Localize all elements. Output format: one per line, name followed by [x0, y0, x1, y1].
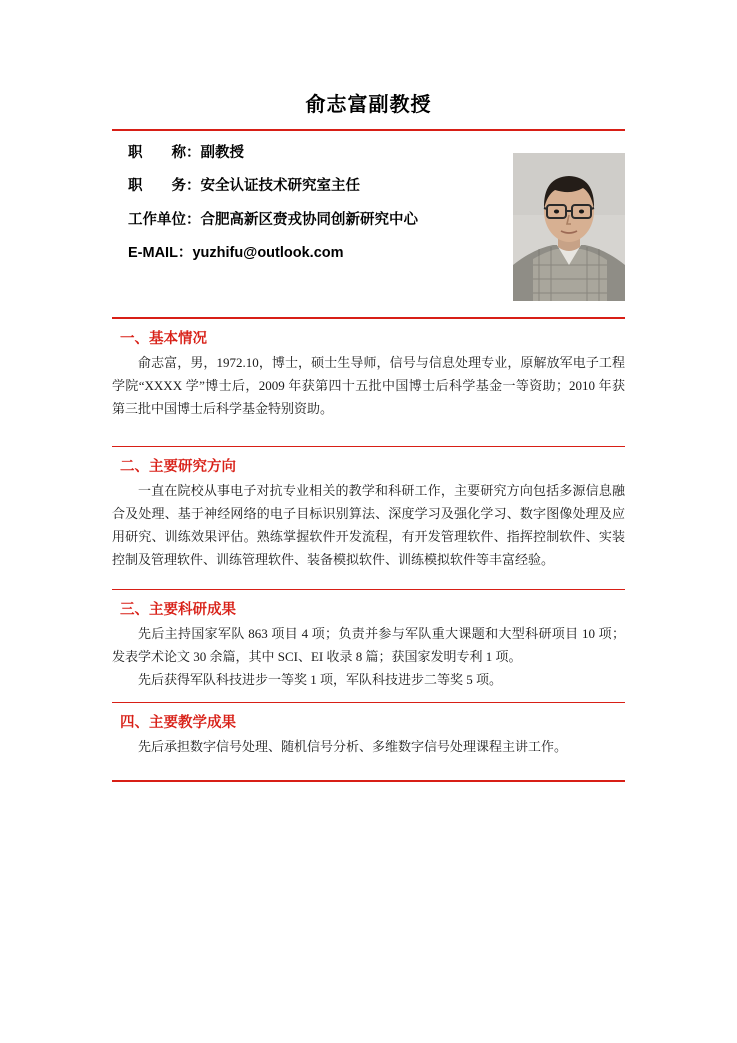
section-divider — [112, 589, 625, 590]
section-body — [112, 352, 625, 420]
field-title-label: 职 称： — [128, 145, 201, 161]
section-divider — [112, 702, 625, 703]
field-email-value[interactable]: yuzhifu@outlook.com — [192, 245, 344, 262]
profile-photo — [513, 153, 625, 301]
profile-header — [112, 131, 625, 305]
section-divider — [112, 446, 625, 447]
paragraph: 先后获得军队科技进步一等奖 1 项，军队科技进步二等奖 5 项。 — [138, 671, 503, 687]
paragraph: 先后承担数字信号处理、随机信号分析、多维数字信号处理课程主讲工作。 — [138, 738, 568, 754]
section-body — [112, 623, 625, 691]
field-employer-label: 工作单位： — [128, 211, 201, 228]
field-position-row — [112, 178, 507, 195]
page-title: 俞志富副教授 — [305, 94, 432, 116]
field-email-label: E-MAIL： — [128, 245, 193, 262]
spacer — [112, 692, 625, 702]
header-divider — [112, 317, 625, 319]
profile-fields — [112, 145, 507, 263]
section-heading: 三、主要科研成果 — [120, 602, 236, 619]
portrait-illustration — [513, 153, 625, 301]
spacer — [112, 571, 625, 589]
field-employer-row — [112, 212, 507, 229]
section-teaching-achievements — [112, 711, 625, 783]
spacer — [112, 420, 625, 446]
footer-divider — [112, 780, 625, 782]
field-position-value: 安全认证技术研究室主任 — [200, 178, 360, 195]
section-heading: 四、主要教学成果 — [120, 714, 236, 731]
field-position-label: 职 务： — [128, 178, 201, 195]
spacer — [112, 758, 625, 768]
section-body — [112, 480, 625, 571]
section-heading: 一、基本情况 — [120, 331, 207, 347]
section-research-areas — [112, 455, 625, 590]
paragraph: 先后主持国家军队 863 项目 4 项；负责并参与军队重大课题和大型科研项目 10 项；发表学术论文 30 余篇，其中 SCI、EI 收录 8 篇；获国家发明专利 1 项。 — [112, 626, 625, 664]
section-research-achievements — [112, 598, 625, 702]
section-basic-info — [112, 327, 625, 447]
field-title-row — [112, 145, 507, 162]
section-body — [112, 736, 625, 759]
field-title-value: 副教授 — [200, 145, 244, 161]
paragraph: 俞志富，男，1972.10，博士，硕士生导师，信号与信息处理专业，原解放军电子工程学院“XXXX 学”博士后，2009 年获第四十五批中国博士后科学基金一等资助；2010 年获第三批中国博士后科学基金特别资助。 — [112, 355, 625, 416]
section-heading: 二、主要研究方向 — [120, 459, 236, 476]
field-email-row — [112, 245, 507, 262]
field-employer-value: 合肥高新区赍戎协同创新研究中心 — [200, 211, 418, 228]
paragraph: 一直在院校从事电子对抗专业相关的教学和科研工作，主要研究方向包括多源信息融合及处理、基于神经网络的电子目标识别算法、深度学习及强化学习、数字图像处理及应用研究、训练效果评估。熟练掌握软件开发流程，有开发管理软件、指挥控制软件、实装控制及管理软件、训练管理软件、装备模拟软件、训练模拟软件等丰富经验。 — [112, 483, 625, 567]
